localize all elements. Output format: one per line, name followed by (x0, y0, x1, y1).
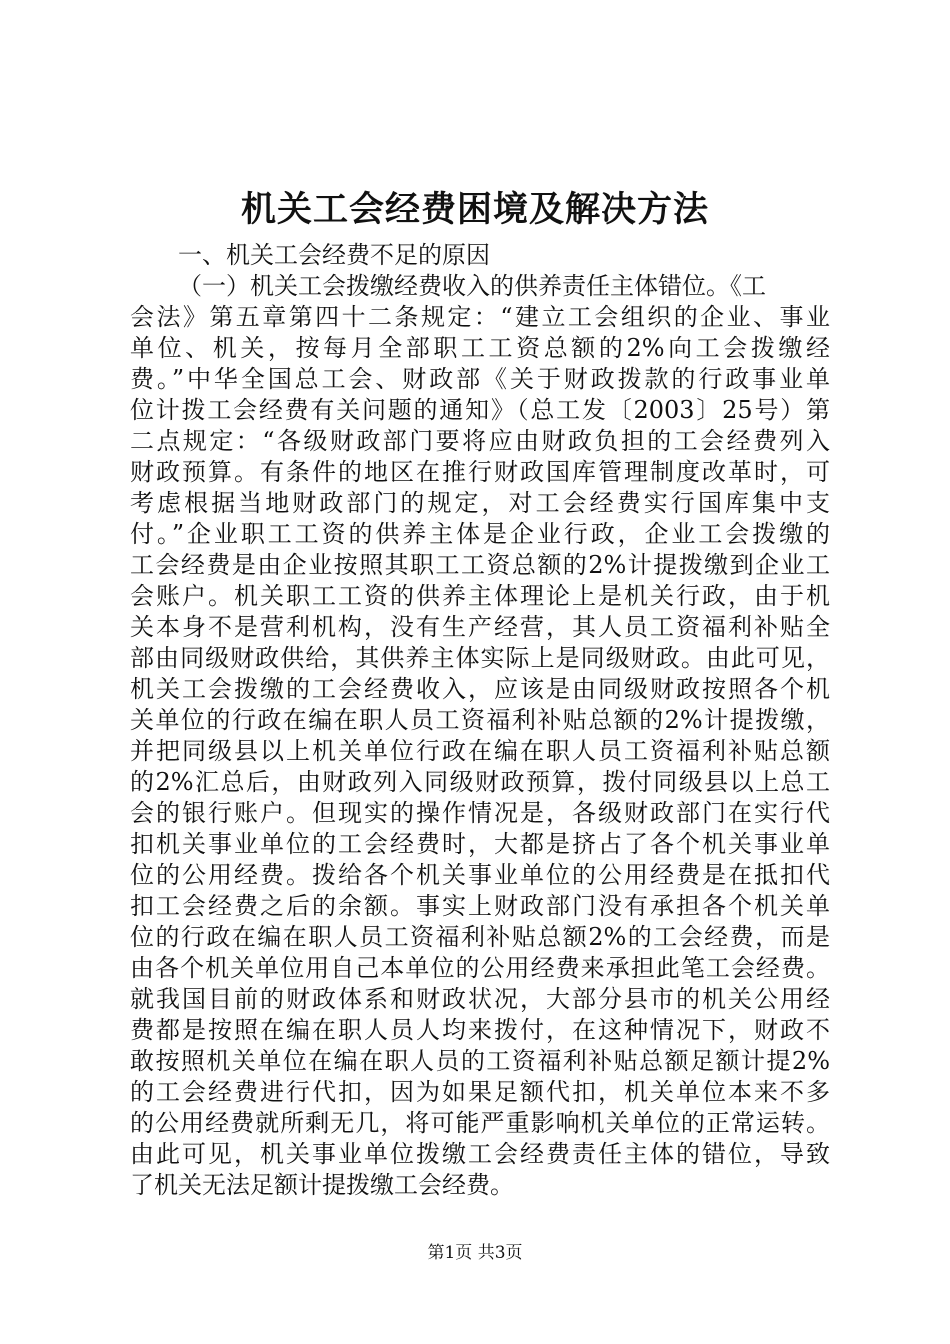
paragraph-line: 扣机关事业单位的工会经费时，大都是挤占了各个机关事业单 (130, 830, 830, 858)
paragraph-line: 关本身不是营利机构，没有生产经营，其人员工资福利补贴全 (130, 613, 830, 641)
paragraph-line: 二点规定：“各级财政部门要将应由财政负担的工会经费列入 (130, 427, 830, 455)
paragraph-line: 会法》第五章第四十二条规定：“建立工会组织的企业、事业 (130, 303, 830, 331)
paragraph-line: 位的公用经费。拨给各个机关事业单位的公用经费是在抵扣代 (130, 861, 830, 889)
paragraph-line: 就我国目前的财政体系和财政状况，大部分县市的机关公用经 (130, 985, 830, 1013)
paragraph-line: 扣工会经费之后的余额。事实上财政部门没有承担各个机关单 (130, 892, 830, 920)
paragraph-line: 考虑根据当地财政部门的规定，对工会经费实行国库集中支 (130, 489, 830, 517)
paragraph-line: 机关工会拨缴的工会经费收入，应该是由同级财政按照各个机 (130, 675, 830, 703)
paragraph-line: 的工会经费进行代扣，因为如果足额代扣，机关单位本来不多 (130, 1078, 830, 1106)
page-footer: 第1页 共3页 (427, 1243, 523, 1263)
paragraph (130, 271, 830, 1201)
paragraph-line: 费都是按照在编在职人员人均来拨付，在这种情况下，财政不 (130, 1016, 830, 1044)
paragraph-line: 财政预算。有条件的地区在推行财政国库管理制度改革时，可 (130, 458, 830, 486)
paragraph-line: 了机关无法足额计提拨缴工会经费。 (130, 1171, 514, 1199)
paragraph-line: 敢按照机关单位在编在职人员的工资福利补贴总额足额计提2% (130, 1047, 830, 1075)
paragraph-line: 由各个机关单位用自己本单位的公用经费来承担此笔工会经费。 (130, 954, 830, 982)
paragraph-line: 位计拨工会经费有关问题的通知》（总工发〔2003〕25号）第 (130, 396, 830, 424)
paragraph-line: 关单位的行政在编在职人员工资福利补贴总额的2%计提拨缴， (130, 706, 830, 734)
paragraph-line: 会账户。机关职工工资的供养主体理论上是机关行政，由于机 (130, 582, 830, 610)
section-heading: 一、机关工会经费不足的原因 (178, 241, 490, 269)
paragraph-line: 由此可见，机关事业单位拨缴工会经费责任主体的错位，导致 (130, 1140, 830, 1168)
paragraph-line: 工会经费是由企业按照其职工工资总额的2%计提拨缴到企业工 (130, 551, 830, 579)
paragraph-line: 的公用经费就所剩无几，将可能严重影响机关单位的正常运转。 (130, 1109, 830, 1137)
paragraph-line: 的2%汇总后，由财政列入同级财政预算，拨付同级县以上总工 (130, 768, 830, 796)
paragraph-line: 会的银行账户。但现实的操作情况是，各级财政部门在实行代 (130, 799, 830, 827)
paragraph-line: 付。”企业职工工资的供养主体是企业行政，企业工会拨缴的 (130, 520, 830, 548)
paragraph-line: 并把同级县以上机关单位行政在编在职人员工资福利补贴总额 (130, 737, 830, 765)
paragraph-line: （一）机关工会拨缴经费收入的供养责任主体错位。《工 (178, 272, 766, 300)
paragraph-line: 费。”中华全国总工会、财政部《关于财政拨款的行政事业单 (130, 365, 830, 393)
document-title: 机关工会经费困境及解决方法 (240, 189, 709, 230)
paragraph-line: 单位、机关，按每月全部职工工资总额的2%向工会拨缴经 (130, 334, 830, 362)
paragraph-line: 部由同级财政供给，其供养主体实际上是同级财政。由此可见， (130, 644, 830, 672)
document-body (130, 240, 830, 1201)
paragraph-line: 位的行政在编在职人员工资福利补贴总额2%的工会经费，而是 (130, 923, 830, 951)
